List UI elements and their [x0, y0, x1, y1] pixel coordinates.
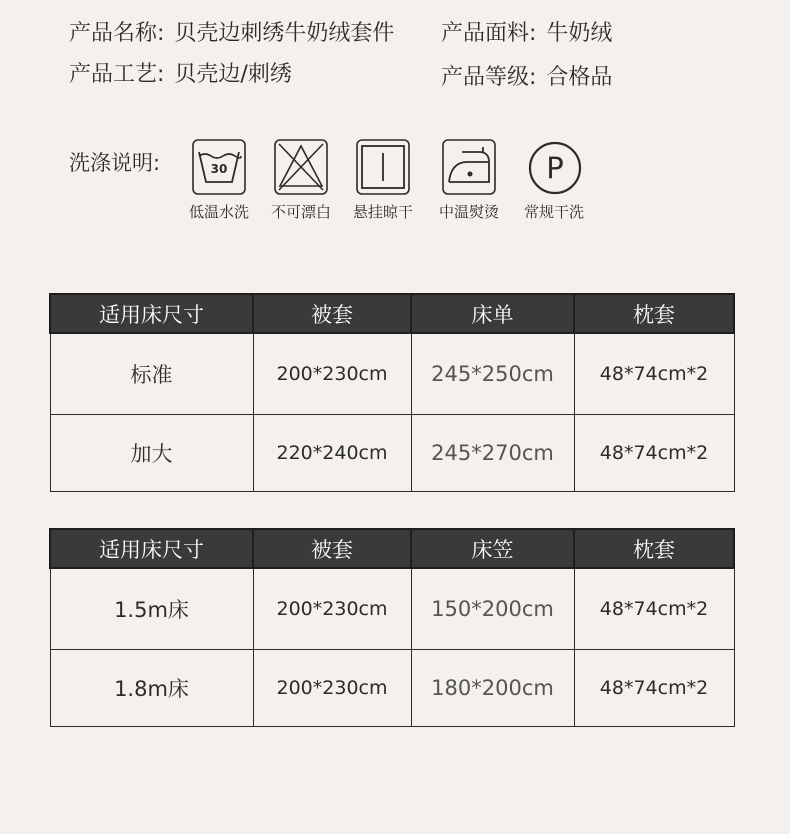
product-fabric-value: 牛奶绒 — [546, 21, 613, 46]
care-label: 洗涤说明: — [69, 151, 161, 175]
product-name-value: 贝壳边刺绣牛奶绒套件 — [174, 21, 395, 46]
table-row — [50, 333, 734, 414]
product-grade — [441, 61, 612, 95]
bed-size-cell: 1.5m床 — [50, 568, 253, 649]
header-pillowcase: 枕套 — [574, 294, 734, 333]
product-grade-value: 合格品 — [546, 65, 613, 90]
duvet-cell: 220*240cm — [253, 414, 411, 491]
wash-30-icon — [192, 139, 246, 195]
iron-medium-icon — [442, 139, 496, 195]
fitted-sheet-cell: 150*200cm — [411, 568, 574, 649]
header-sheet: 床单 — [411, 294, 574, 333]
care-caption-wash: 低温水洗 — [188, 203, 249, 221]
duvet-cell: 200*230cm — [253, 649, 411, 726]
fitted-sheet-cell: 180*200cm — [411, 649, 574, 726]
spec-row-2 — [69, 58, 749, 92]
dry-clean-p-icon — [528, 140, 582, 196]
wash-temp-text: 30 — [210, 162, 228, 176]
care-caption-iron: 中温熨烫 — [438, 203, 499, 221]
header-fitted-sheet: 床笠 — [411, 529, 574, 568]
pillowcase-cell: 48*74cm*2 — [574, 649, 734, 726]
table-row — [50, 414, 734, 491]
pillowcase-cell: 48*74cm*2 — [574, 414, 734, 491]
no-bleach-icon — [274, 139, 328, 195]
size-table-fitted — [49, 528, 735, 727]
pillowcase-cell: 48*74cm*2 — [574, 333, 734, 414]
product-craft-value: 贝壳边/刺绣 — [174, 62, 292, 87]
spec-row-1 — [69, 17, 749, 51]
table-row — [50, 568, 734, 649]
product-name-label: 产品名称: — [69, 21, 165, 46]
bed-size-cell: 加大 — [50, 414, 253, 491]
product-grade-label: 产品等级: — [441, 65, 537, 90]
header-pillowcase: 枕套 — [574, 529, 734, 568]
sheet-cell: 245*270cm — [411, 414, 574, 491]
care-caption-dryclean: 常规干洗 — [523, 203, 584, 221]
header-duvet: 被套 — [253, 294, 411, 333]
bed-size-cell: 1.8m床 — [50, 649, 253, 726]
product-craft-label: 产品工艺: — [69, 62, 165, 87]
product-fabric — [441, 17, 612, 51]
sheet-cell: 245*250cm — [411, 333, 574, 414]
product-fabric-label: 产品面料: — [441, 21, 537, 46]
table-header-row — [50, 294, 734, 333]
header-bed-size: 适用床尺寸 — [50, 529, 253, 568]
header-bed-size: 适用床尺寸 — [50, 294, 253, 333]
duvet-cell: 200*230cm — [253, 333, 411, 414]
dry-clean-letter: P — [546, 151, 564, 185]
line-dry-icon — [356, 139, 410, 195]
product-name — [69, 17, 394, 51]
duvet-cell: 200*230cm — [253, 568, 411, 649]
pillowcase-cell: 48*74cm*2 — [574, 568, 734, 649]
product-craft — [69, 58, 292, 92]
bed-size-cell: 标准 — [50, 333, 253, 414]
table-row — [50, 649, 734, 726]
size-table-sheet — [49, 293, 735, 492]
care-caption-bleach: 不可漂白 — [270, 203, 331, 221]
table-header-row — [50, 529, 734, 568]
care-caption-dry: 悬挂晾干 — [352, 203, 413, 221]
header-duvet: 被套 — [253, 529, 411, 568]
